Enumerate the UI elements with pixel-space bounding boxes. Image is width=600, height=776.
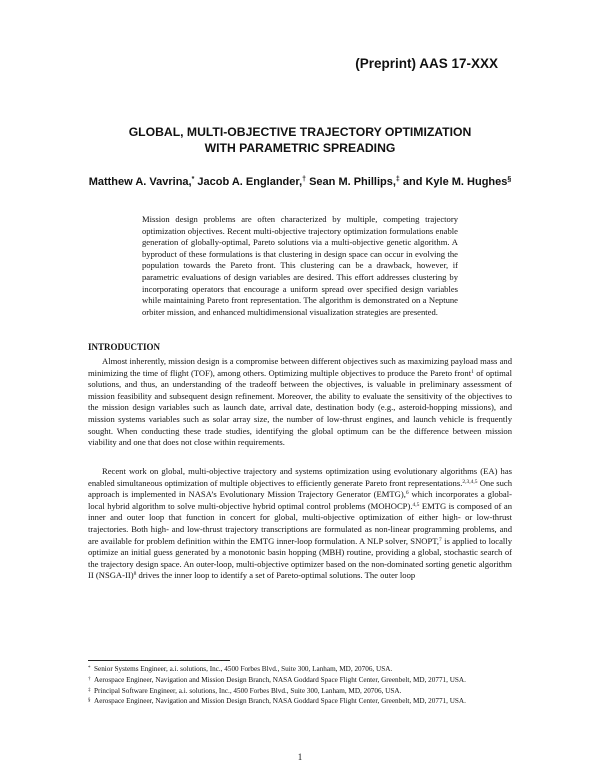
author-1-mark: *	[191, 176, 195, 183]
preprint-label: (Preprint) AAS 17-XXX	[355, 56, 498, 71]
author-list	[88, 174, 512, 190]
title-line-2: WITH PARAMETRIC SPREADING	[204, 141, 396, 155]
abstract: Mission design problems are often characterized by multiple, competing trajectory optimization objectives. Recent multi-objective trajectory optimization formulations enable generation of globally-optimal, Pareto solutions via a multi-objective genetic algorithm. A byproduct of these formulations is that clustering in design space can occur in evolving the population towards the Pareto front. This clustering can be a drawback, however, if parametric evaluations of design variables are desired. This effort addresses clustering by incorporating operators that encourage a uniform spread over specified design variables while maintaining Pareto front representation. The algorithm is demonstrated on a Neptune orbiter mission, and enhanced multidimensional visualization strategies are presented.	[142, 214, 458, 317]
p2-text-5: is applied to locally optimize an initial guess generated by a monotonic basin hopping (MBH) routine, providing a global, stochastic search of the trajectory design space. An outer-loop, multi-objective optimizer based on the non-dominated sorting genetic algorithm II (NSGA-II)	[88, 535, 512, 581]
paper-title	[90, 124, 510, 156]
footnote-text: Principal Software Engineer, a.i. solutions, Inc., 4500 Forbes Blvd., Suite 300, Lanham, MD, 20706, USA.	[94, 686, 402, 695]
citation-ref: 2,3,4,5	[462, 478, 478, 485]
footnote-text: Aerospace Engineer, Navigation and Mission Design Branch, NASA Goddard Space Flight Center, Greenbelt, MD, 20771, USA.	[94, 675, 466, 684]
p1-text-1: Almost inherently, mission design is a compromise between different objectives such as maximizing payload mass and minimizing the time of flight (TOF), among others. Optimizing multiple objectives to produce the Pareto front	[88, 356, 512, 378]
section-heading-introduction: INTRODUCTION	[88, 342, 161, 352]
author-4-mark: §	[507, 176, 512, 183]
p2-text-4: EMTG is composed of an inner and outer loop that function in concert for global, multi-objective optimization of either high- or low-thrust trajectories. Both high- and low-thrust trajectory transcriptions are formulated as non-linear programming problems, and are available for problem definition within the EMTG inner-loop formulation. A NLP solver, SNOPT,	[88, 500, 512, 546]
footnote-4: § Aerospace Engineer, Navigation and Mission Design Branch, NASA Goddard Space Flight Center, Greenbelt, MD, 20771, USA.	[88, 697, 466, 706]
intro-paragraph-2	[88, 466, 512, 582]
p2-text-3: which incorporates a global-local hybrid algorithm to solve multi-objective hybrid optimal control problems (MOHOCP).	[88, 489, 512, 511]
footnote-3: ‡ Principal Software Engineer, a.i. solutions, Inc., 4500 Forbes Blvd., Suite 300, Lanham, MD, 20706, USA.	[88, 686, 402, 695]
title-line-1: GLOBAL, MULTI-OBJECTIVE TRAJECTORY OPTIMIZATION	[128, 125, 472, 139]
footnote-2: † Aerospace Engineer, Navigation and Mission Design Branch, NASA Goddard Space Flight Center, Greenbelt, MD, 20771, USA.	[88, 675, 466, 684]
author-3: Sean M. Phillips,	[309, 176, 396, 188]
citation-ref: 6	[405, 490, 409, 497]
p2-text-2: One such approach is implemented in NASA’s Evolutionary Mission Trajectory Generator (EMTG),	[88, 477, 512, 500]
citation-ref: 8	[133, 571, 137, 578]
author-2-mark: †	[302, 176, 307, 183]
p1-text-2: of optimal solutions, and thus, an understanding of the tradeoff between the objectives, is valuable in preliminary assessment of mission feasibility and subsequent design refinement. Moreover, the ability to evaluate the sensitivity of the objectives to the mission design variables such as launch date, arrival date, destination body (e.g., asteroid-hopping missions), and mission systems variables such as solar array size, the number of low-thrust engines, and launch vehicle is frequently sought. When conducting these trade studies, identifying the global optimum can be the difference between mission viability and one that does not close within requirements.	[88, 367, 512, 448]
footnote-text: Aerospace Engineer, Navigation and Mission Design Branch, NASA Goddard Space Flight Center, Greenbelt, MD, 20771, USA.	[94, 697, 466, 706]
page-number: 1	[297, 752, 303, 762]
footnote-divider	[88, 660, 230, 661]
p2-text-1: Recent work on global, multi-objective trajectory and systems optimization using evolutionary algorithms (EA) has enabled simultaneous optimization of multiple objectives to efficiently generate Pareto front representations.	[88, 466, 512, 488]
footnote-text: Senior Systems Engineer, a.i. solutions, Inc., 4500 Forbes Blvd., Suite 300, Lanham, MD, 20706, USA.	[94, 665, 393, 673]
author-1: Matthew A. Vavrina,	[88, 176, 192, 188]
footnote-1: * Senior Systems Engineer, a.i. solutions, Inc., 4500 Forbes Blvd., Suite 300, Lanham, MD, 20706, USA.	[88, 665, 393, 673]
p2-text-6: drives the inner loop to identify a set of Pareto-optimal solutions. The outer loop	[136, 570, 416, 581]
citation-ref: 1	[471, 368, 474, 375]
author-2: Jacob A. Englander,	[197, 176, 303, 188]
footnotes	[88, 665, 512, 708]
author-3-mark: ‡	[395, 176, 400, 183]
intro-paragraph-1	[88, 356, 512, 449]
citation-ref: 7	[439, 536, 442, 543]
author-4: and Kyle M. Hughes	[402, 176, 508, 188]
citation-ref: 4,5	[412, 501, 420, 508]
